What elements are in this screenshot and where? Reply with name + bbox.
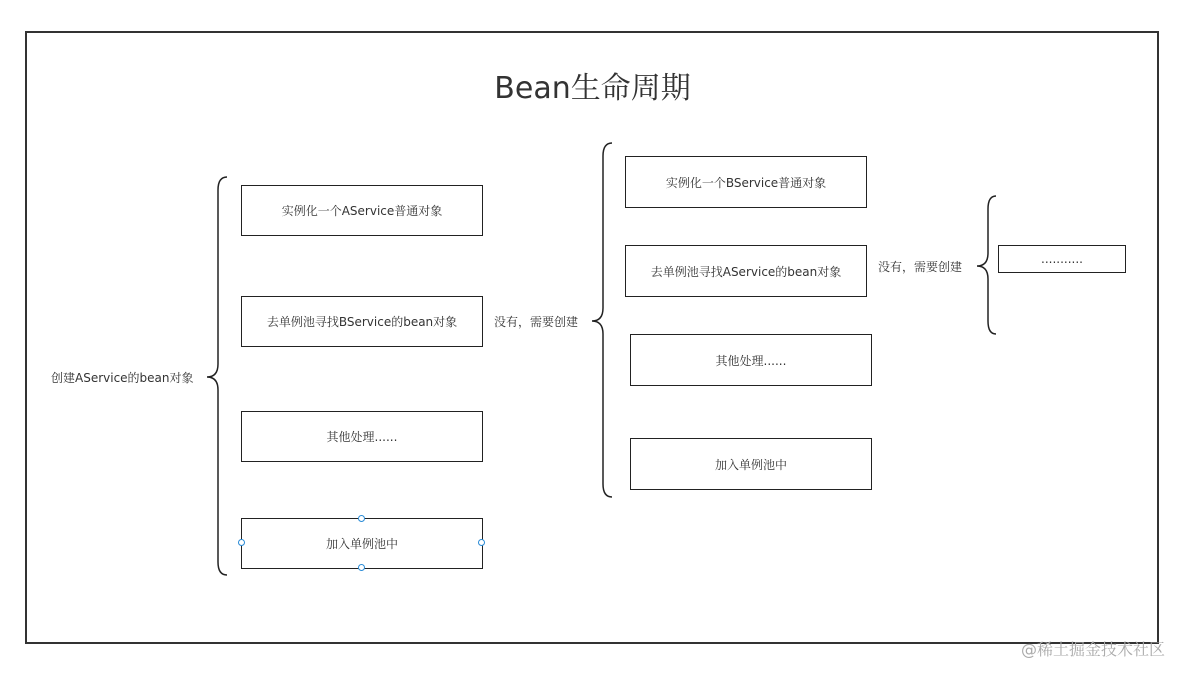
l1-box-add-to-singleton-pool[interactable]: 加入单例池中 [241,518,483,569]
selection-handle-right[interactable] [478,539,485,546]
l2-branch-label: 没有，需要创建 [878,260,963,274]
diagram-frame [25,31,1159,644]
l2-box-other-processing[interactable]: 其他处理...... [630,334,872,386]
l1-box-find-bservice[interactable]: 去单例池寻找BService的bean对象 [241,296,483,347]
l1-branch-label: 没有，需要创建 [494,315,579,329]
l2-box-find-aservice[interactable]: 去单例池寻找AService的bean对象 [625,245,867,297]
l3-box-ellipsis[interactable]: ........... [998,245,1126,273]
selection-handle-top[interactable] [358,515,365,522]
l1-box-other-processing[interactable]: 其他处理...... [241,411,483,462]
watermark: @稀土掘金技术社区 [1020,640,1165,659]
l2-box-add-to-singleton-pool[interactable]: 加入单例池中 [630,438,872,490]
root-label: 创建AService的bean对象 [51,371,194,385]
l2-box-instantiate-bservice[interactable]: 实例化一个BService普通对象 [625,156,867,208]
diagram-title: Bean生命周期 [494,71,691,106]
l1-box-instantiate-aservice[interactable]: 实例化一个AService普通对象 [241,185,483,236]
selection-handle-bottom[interactable] [358,564,365,571]
selection-handle-left[interactable] [238,539,245,546]
